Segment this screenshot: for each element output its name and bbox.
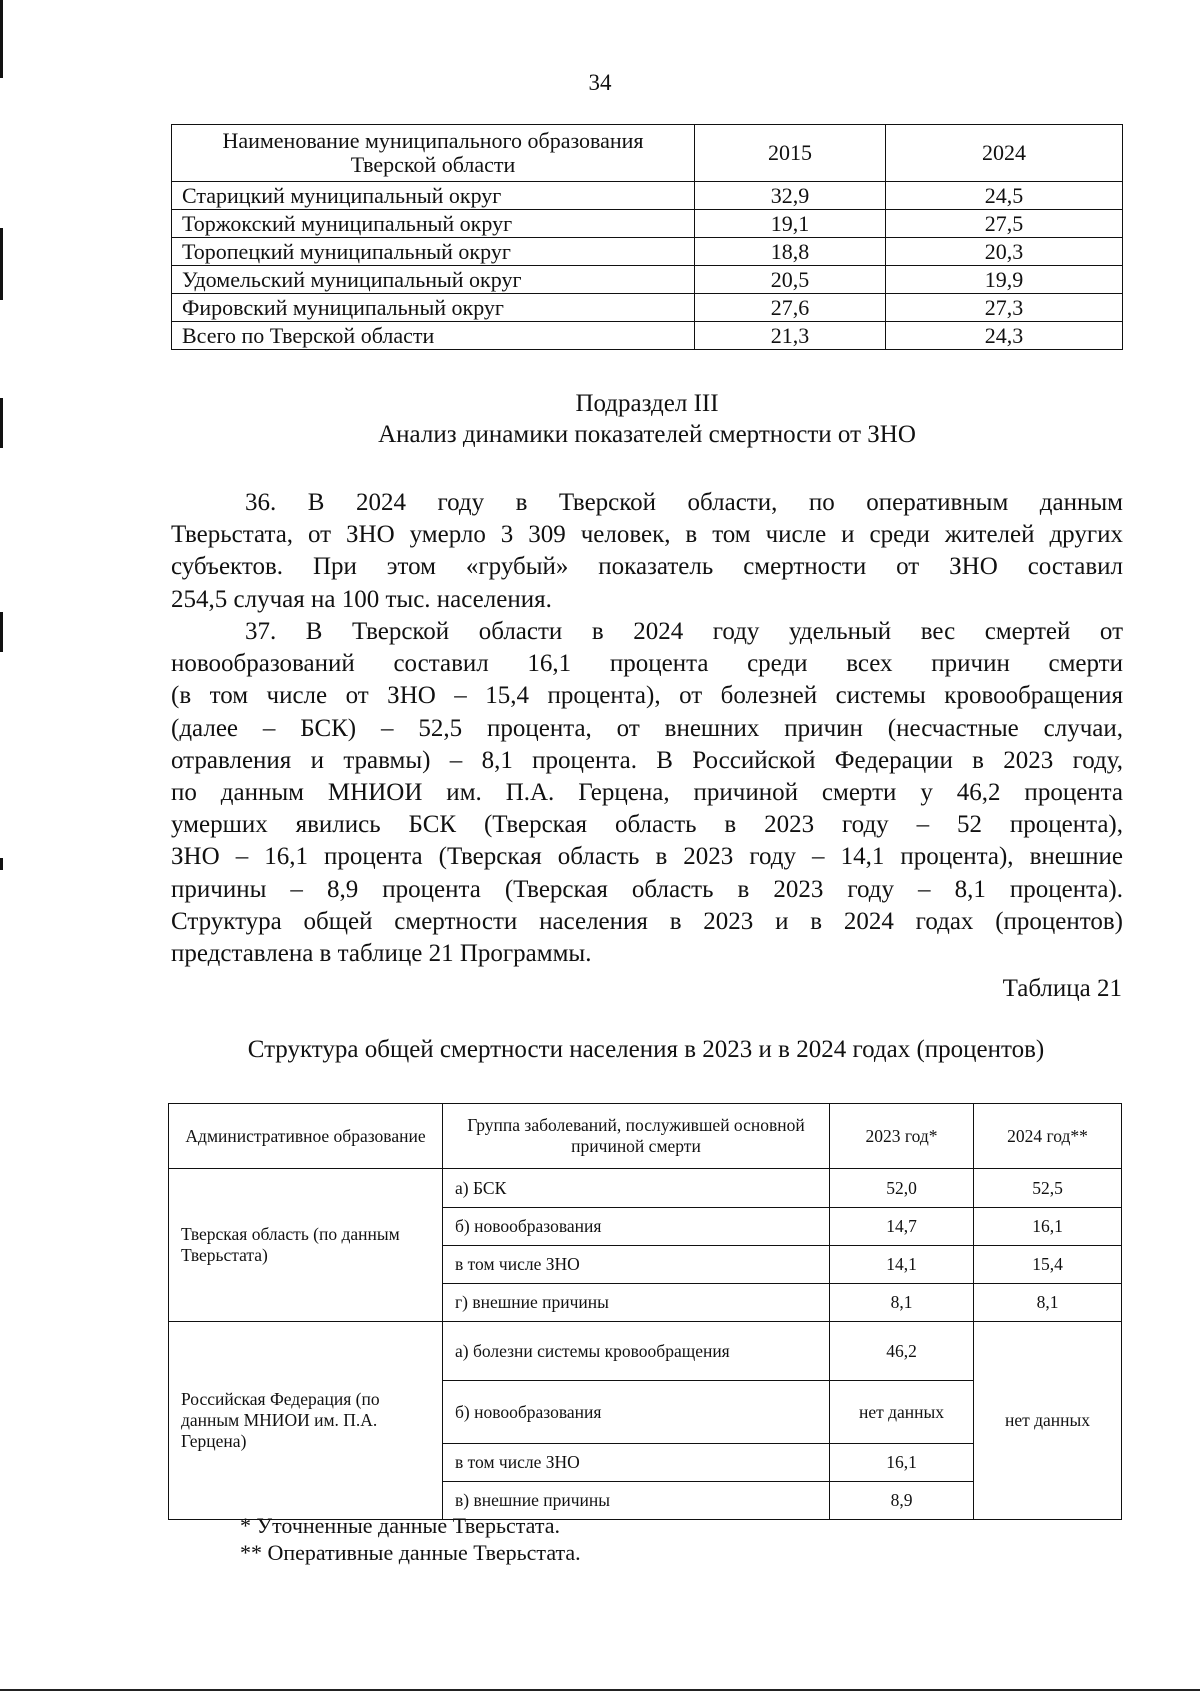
header-admin: Административное образование (169, 1104, 443, 1169)
cell-2015: 20,5 (695, 266, 886, 294)
paragraph-line: 36. В 2024 году в Тверской области, по оперативным данным (245, 489, 1123, 516)
paragraph-line: (в том числе от ЗНО – 15,4 процента), от болезней системы кровообращения (171, 682, 1123, 710)
cell-group: а) болезни системы кровообращения (443, 1322, 830, 1381)
footnote: ** Оперативные данные Тверьстата. (240, 1540, 581, 1565)
paragraph-line: (далее – БСК) – 52,5 процента, от внешних причин (несчастные случаи, (171, 714, 1123, 742)
cell-group: а) БСК (443, 1169, 830, 1208)
table-row (172, 238, 1123, 266)
cell-2024: 52,5 (974, 1169, 1122, 1208)
cell-2024: 16,1 (974, 1208, 1122, 1246)
header-name: Наименование муниципального образования Тверской области (172, 125, 695, 182)
cell-group: в том числе ЗНО (443, 1246, 830, 1284)
paragraph-line: отравления и травмы) – 8,1 процента. В Российской Федерации в 2023 году, (171, 746, 1123, 774)
cell-2023: 8,1 (830, 1284, 974, 1322)
cell-2024: 8,1 (974, 1284, 1122, 1322)
cell-name: Фировский муниципальный округ (172, 294, 695, 322)
table-row (172, 322, 1123, 350)
table-row (172, 210, 1123, 238)
cell-2024: 27,5 (886, 210, 1123, 238)
cell-2024: 19,9 (886, 266, 1123, 294)
table-header-row (172, 125, 1123, 182)
paragraph-line: причины – 8,9 процента (Тверская область в 2023 году – 8,1 процента). (171, 875, 1123, 903)
scan-edge-mark (0, 858, 3, 870)
cell-2023: 46,2 (830, 1322, 974, 1381)
paragraph-line: ЗНО – 16,1 процента (Тверская область в 2023 году – 14,1 процента), внешние (171, 843, 1123, 871)
header-2015: 2015 (695, 125, 886, 182)
cell-name: Старицкий муниципальный округ (172, 182, 695, 210)
table-row (172, 266, 1123, 294)
scan-bottom-edge (0, 1689, 1200, 1691)
cell-name: Удомельский муниципальный округ (172, 266, 695, 294)
mortality-structure-table (168, 1103, 1122, 1520)
cell-2024: 24,5 (886, 182, 1123, 210)
header-group: Группа заболеваний, послужившей основной причиной смерти (443, 1104, 830, 1169)
table-row (172, 182, 1123, 210)
table-header-row (169, 1104, 1122, 1169)
cell-2015: 32,9 (695, 182, 886, 210)
paragraph-line: новообразований составил 16,1 процента среди всех причин смерти (171, 650, 1123, 678)
scan-edge-mark (0, 0, 3, 78)
cell-name: Всего по Тверской области (172, 322, 695, 350)
scan-edge-mark (0, 398, 3, 448)
header-2023: 2023 год* (830, 1104, 974, 1169)
cell-2015: 19,1 (695, 210, 886, 238)
cell-2023: 16,1 (830, 1444, 974, 1482)
paragraph-line: 37. В Тверской области в 2024 году удельный вес смертей от (245, 618, 1123, 645)
cell-2024: 20,3 (886, 238, 1123, 266)
scan-edge-mark (0, 228, 3, 300)
cell-group: в том числе ЗНО (443, 1444, 830, 1482)
paragraph-line: умерших явились БСК (Тверская область в 2023 году – 52 процента), (171, 811, 1123, 839)
cell-2015: 21,3 (695, 322, 886, 350)
paragraph-line: Структура общей смертности населения в 2023 и в 2024 годах (процентов) (171, 907, 1123, 935)
cell-group: г) внешние причины (443, 1284, 830, 1322)
cell-admin-tver: Тверская область (по данным Тверьстата) (169, 1169, 443, 1322)
page-number: 34 (588, 70, 612, 95)
table-row (169, 1322, 1122, 1381)
header-2024: 2024 год** (974, 1104, 1122, 1169)
cell-group: б) новообразования (443, 1381, 830, 1444)
cell-2015: 18,8 (695, 238, 886, 266)
municipal-table (171, 124, 1123, 350)
cell-name: Торжокский муниципальный округ (172, 210, 695, 238)
cell-2023: 14,1 (830, 1246, 974, 1284)
table-row (169, 1169, 1122, 1208)
cell-2015: 27,6 (695, 294, 886, 322)
cell-2024: 27,3 (886, 294, 1123, 322)
scan-edge-mark (0, 612, 3, 652)
cell-2023: нет данных (830, 1381, 974, 1444)
paragraph-line: субъектов. При этом «грубый» показатель смертности от ЗНО составил (171, 553, 1123, 581)
cell-group: в) внешние причины (443, 1482, 830, 1520)
table-title: Структура общей смертности населения в 2023 и в 2024 годах (процентов) (247, 1036, 1045, 1063)
table-label: Таблица 21 (1002, 975, 1122, 1002)
cell-admin-rf: Российская Федерация (по данным МНИОИ им. П.А. Герцена) (169, 1322, 443, 1520)
cell-2024: 24,3 (886, 322, 1123, 350)
footnote: * Уточненные данные Тверьстата. (240, 1513, 560, 1538)
cell-2023: 8,9 (830, 1482, 974, 1520)
cell-2023: 14,7 (830, 1208, 974, 1246)
paragraph-37 (171, 616, 1123, 970)
section-subtitle: Анализ динамики показателей смертности от ЗНО (378, 421, 916, 448)
paragraph-line: представлена в таблице 21 Программы. (171, 940, 592, 968)
header-2024: 2024 (886, 125, 1123, 182)
cell-group: б) новообразования (443, 1208, 830, 1246)
paragraph-36 (171, 487, 1123, 616)
paragraph-line: по данным МНИОИ им. П.А. Герцена, причиной смерти у 46,2 процента (171, 779, 1123, 807)
cell-2024-rf: нет данных (974, 1322, 1122, 1520)
cell-name: Торопецкий муниципальный округ (172, 238, 695, 266)
paragraph-line: Тверьстата, от ЗНО умерло 3 309 человек, в том числе и среди жителей других (171, 521, 1123, 549)
table-row (172, 294, 1123, 322)
cell-2024: 15,4 (974, 1246, 1122, 1284)
paragraph-line: 254,5 случая на 100 тыс. населения. (171, 585, 552, 613)
section-title: Подраздел III (575, 390, 719, 417)
cell-2023: 52,0 (830, 1169, 974, 1208)
